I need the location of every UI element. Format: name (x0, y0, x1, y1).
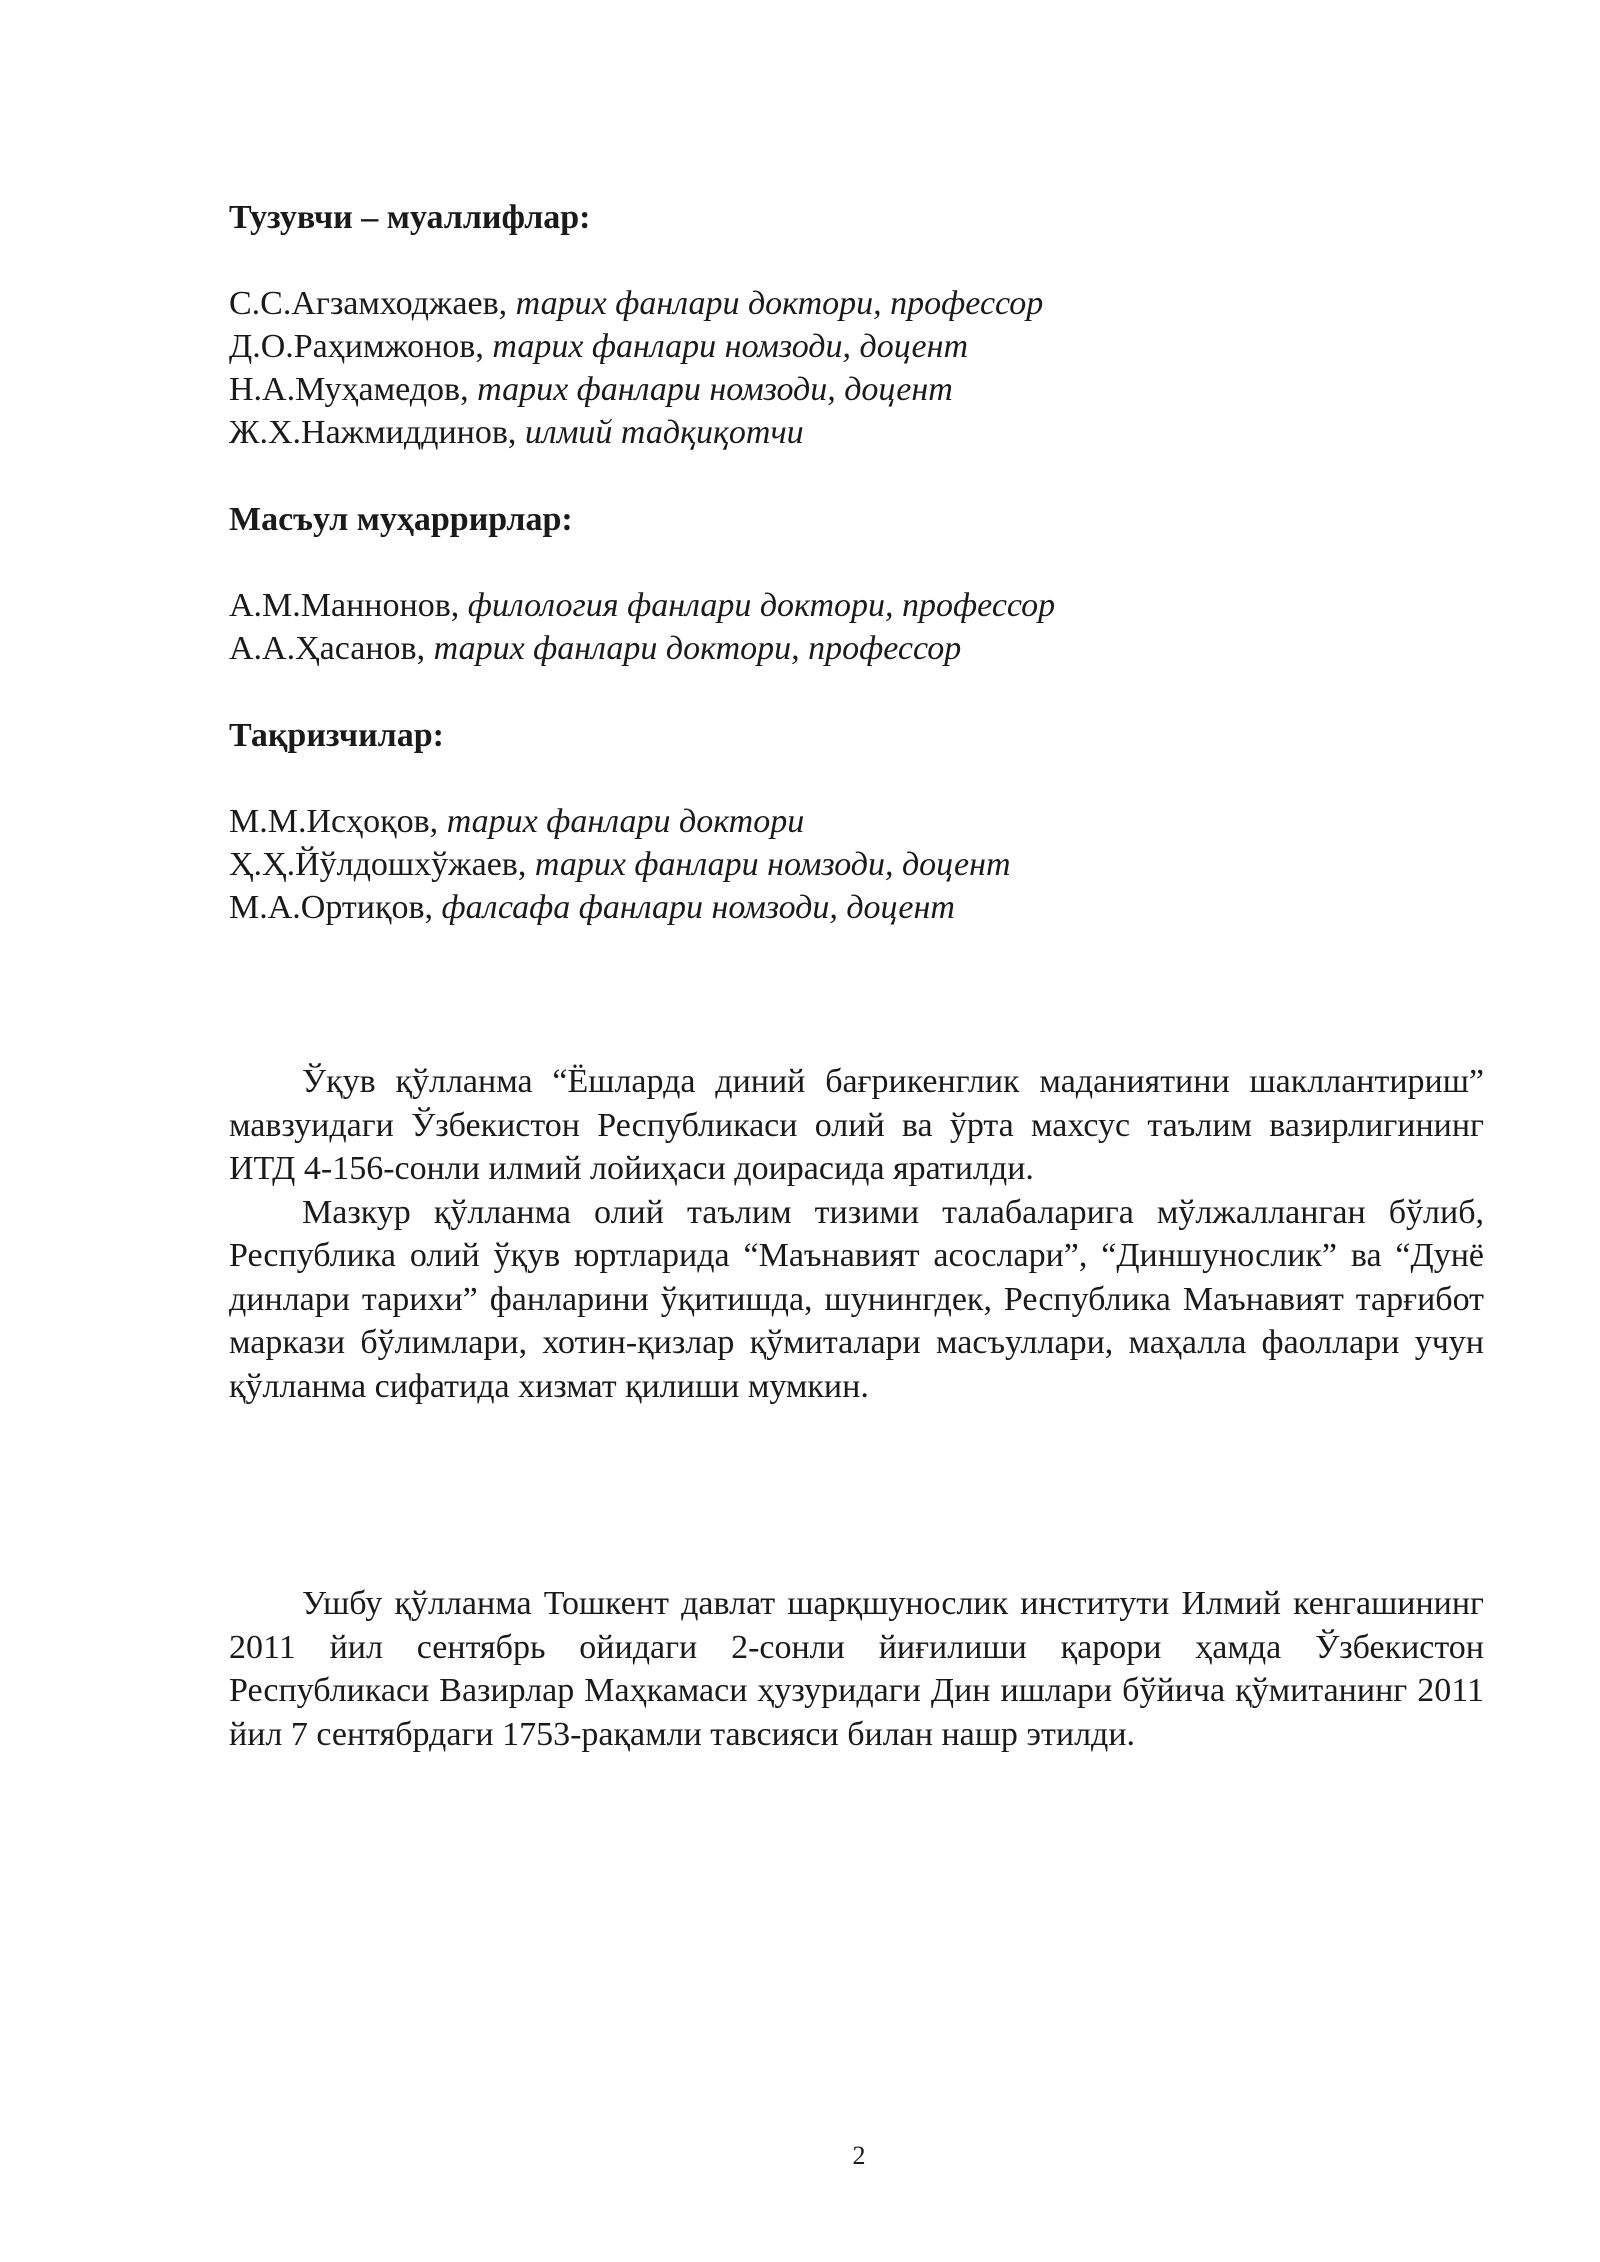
person-title: тарих фанлари доктори, профессор (515, 285, 1044, 322)
person-entry (229, 368, 1484, 411)
person-entry (229, 325, 1484, 368)
authors-list (229, 282, 1484, 454)
person-name: М.А.Ортиқов, (229, 889, 442, 926)
person-title: филология фанлари доктори, профессор (467, 587, 1056, 624)
person-entry (229, 584, 1484, 627)
approval-paragraph: Ушбу қўлланма Тошкент давлат шарқшунослик институти Илмий кенгашининг 2011 йил сентябрь ойидаги 2-сонли йиғилиши қарори ҳамда Ўзбекистон Республикаси Вазирлар Маҳкамаси ҳузуридаги Дин ишлари бўйича қўмитанинг 2011 йил 7 сентябрдаги 1753-рақамли тавсияси билан нашр этилди. (229, 1585, 1484, 1753)
person-name: С.С.Агзамходжаев, (229, 285, 516, 322)
person-name: Ҳ.Ҳ.Йўлдошхўжаев, (229, 846, 535, 883)
reviewers-list (229, 800, 1484, 929)
person-name: М.М.Исҳоқов, (229, 803, 447, 840)
authors-section (229, 196, 1484, 454)
intro-paragraph: Мазкур қўлланма олий таълим тизими талабаларига мўлжалланган бўлиб, Республика олий ўқув юртларида “Маънавият асослари”, “Диншунослик” ва “Дунё динлари тарихи” фанларини ўқитишда, шунингдек, Республика Маънавият тарғибот маркази бўлимлари, хотин-қизлар қўмиталари масъуллари, маҳалла фаоллари учун қўлланма сифатида хизмат қилиши мумкин. (229, 1193, 1484, 1405)
person-entry (229, 886, 1484, 929)
person-title: тарих фанлари доктори, профессор (433, 630, 962, 667)
intro-paragraph: Ўқув қўлланма “Ёшларда диний бағрикенглик маданиятини шакллантириш” мавзуидаги Ўзбекистон Республикаси олий ва ўрта махсус таълим вазирлигининг ИТД 4-156-сонли илмий лойиҳаси доирасида яратилди. (229, 1063, 1484, 1187)
person-title: тарих фанлари номзоди, доцент (534, 846, 1011, 883)
person-title: тарих фанлари номзоди, доцент (492, 328, 969, 365)
section-heading-reviewers: Тақризчилар: (229, 717, 444, 754)
section-spacer (229, 670, 1484, 714)
intro-text (229, 1060, 1484, 1408)
section-spacer (229, 454, 1484, 498)
section-heading-authors: Тузувчи – муаллифлар: (229, 199, 591, 236)
person-title: тарих фанлари доктори (446, 803, 805, 840)
person-entry (229, 800, 1484, 843)
person-title: илмий тадқиқотчи (524, 414, 804, 451)
editors-list (229, 584, 1484, 670)
person-title: фалсафа фанлари номзоди, доцент (441, 889, 955, 926)
editors-section (229, 498, 1484, 670)
person-entry (229, 627, 1484, 670)
section-heading-editors: Масъул муҳаррирлар: (229, 501, 573, 538)
approval-text (229, 1582, 1484, 1756)
person-entry (229, 843, 1484, 886)
person-title: тарих фанлари номзоди, доцент (477, 371, 953, 408)
person-name: А.А.Ҳасанов, (229, 630, 434, 667)
person-entry (229, 411, 1484, 454)
reviewers-section (229, 714, 1484, 929)
person-name: Д.О.Раҳимжонов, (229, 328, 493, 365)
person-name: А.М.Маннонов, (229, 587, 468, 624)
document-page (229, 196, 1484, 1756)
person-name: Ж.Х.Нажмиддинов, (229, 414, 525, 451)
person-name: Н.А.Муҳамедов, (229, 371, 478, 408)
page-number: 2 (852, 2141, 866, 2170)
person-entry (229, 282, 1484, 325)
